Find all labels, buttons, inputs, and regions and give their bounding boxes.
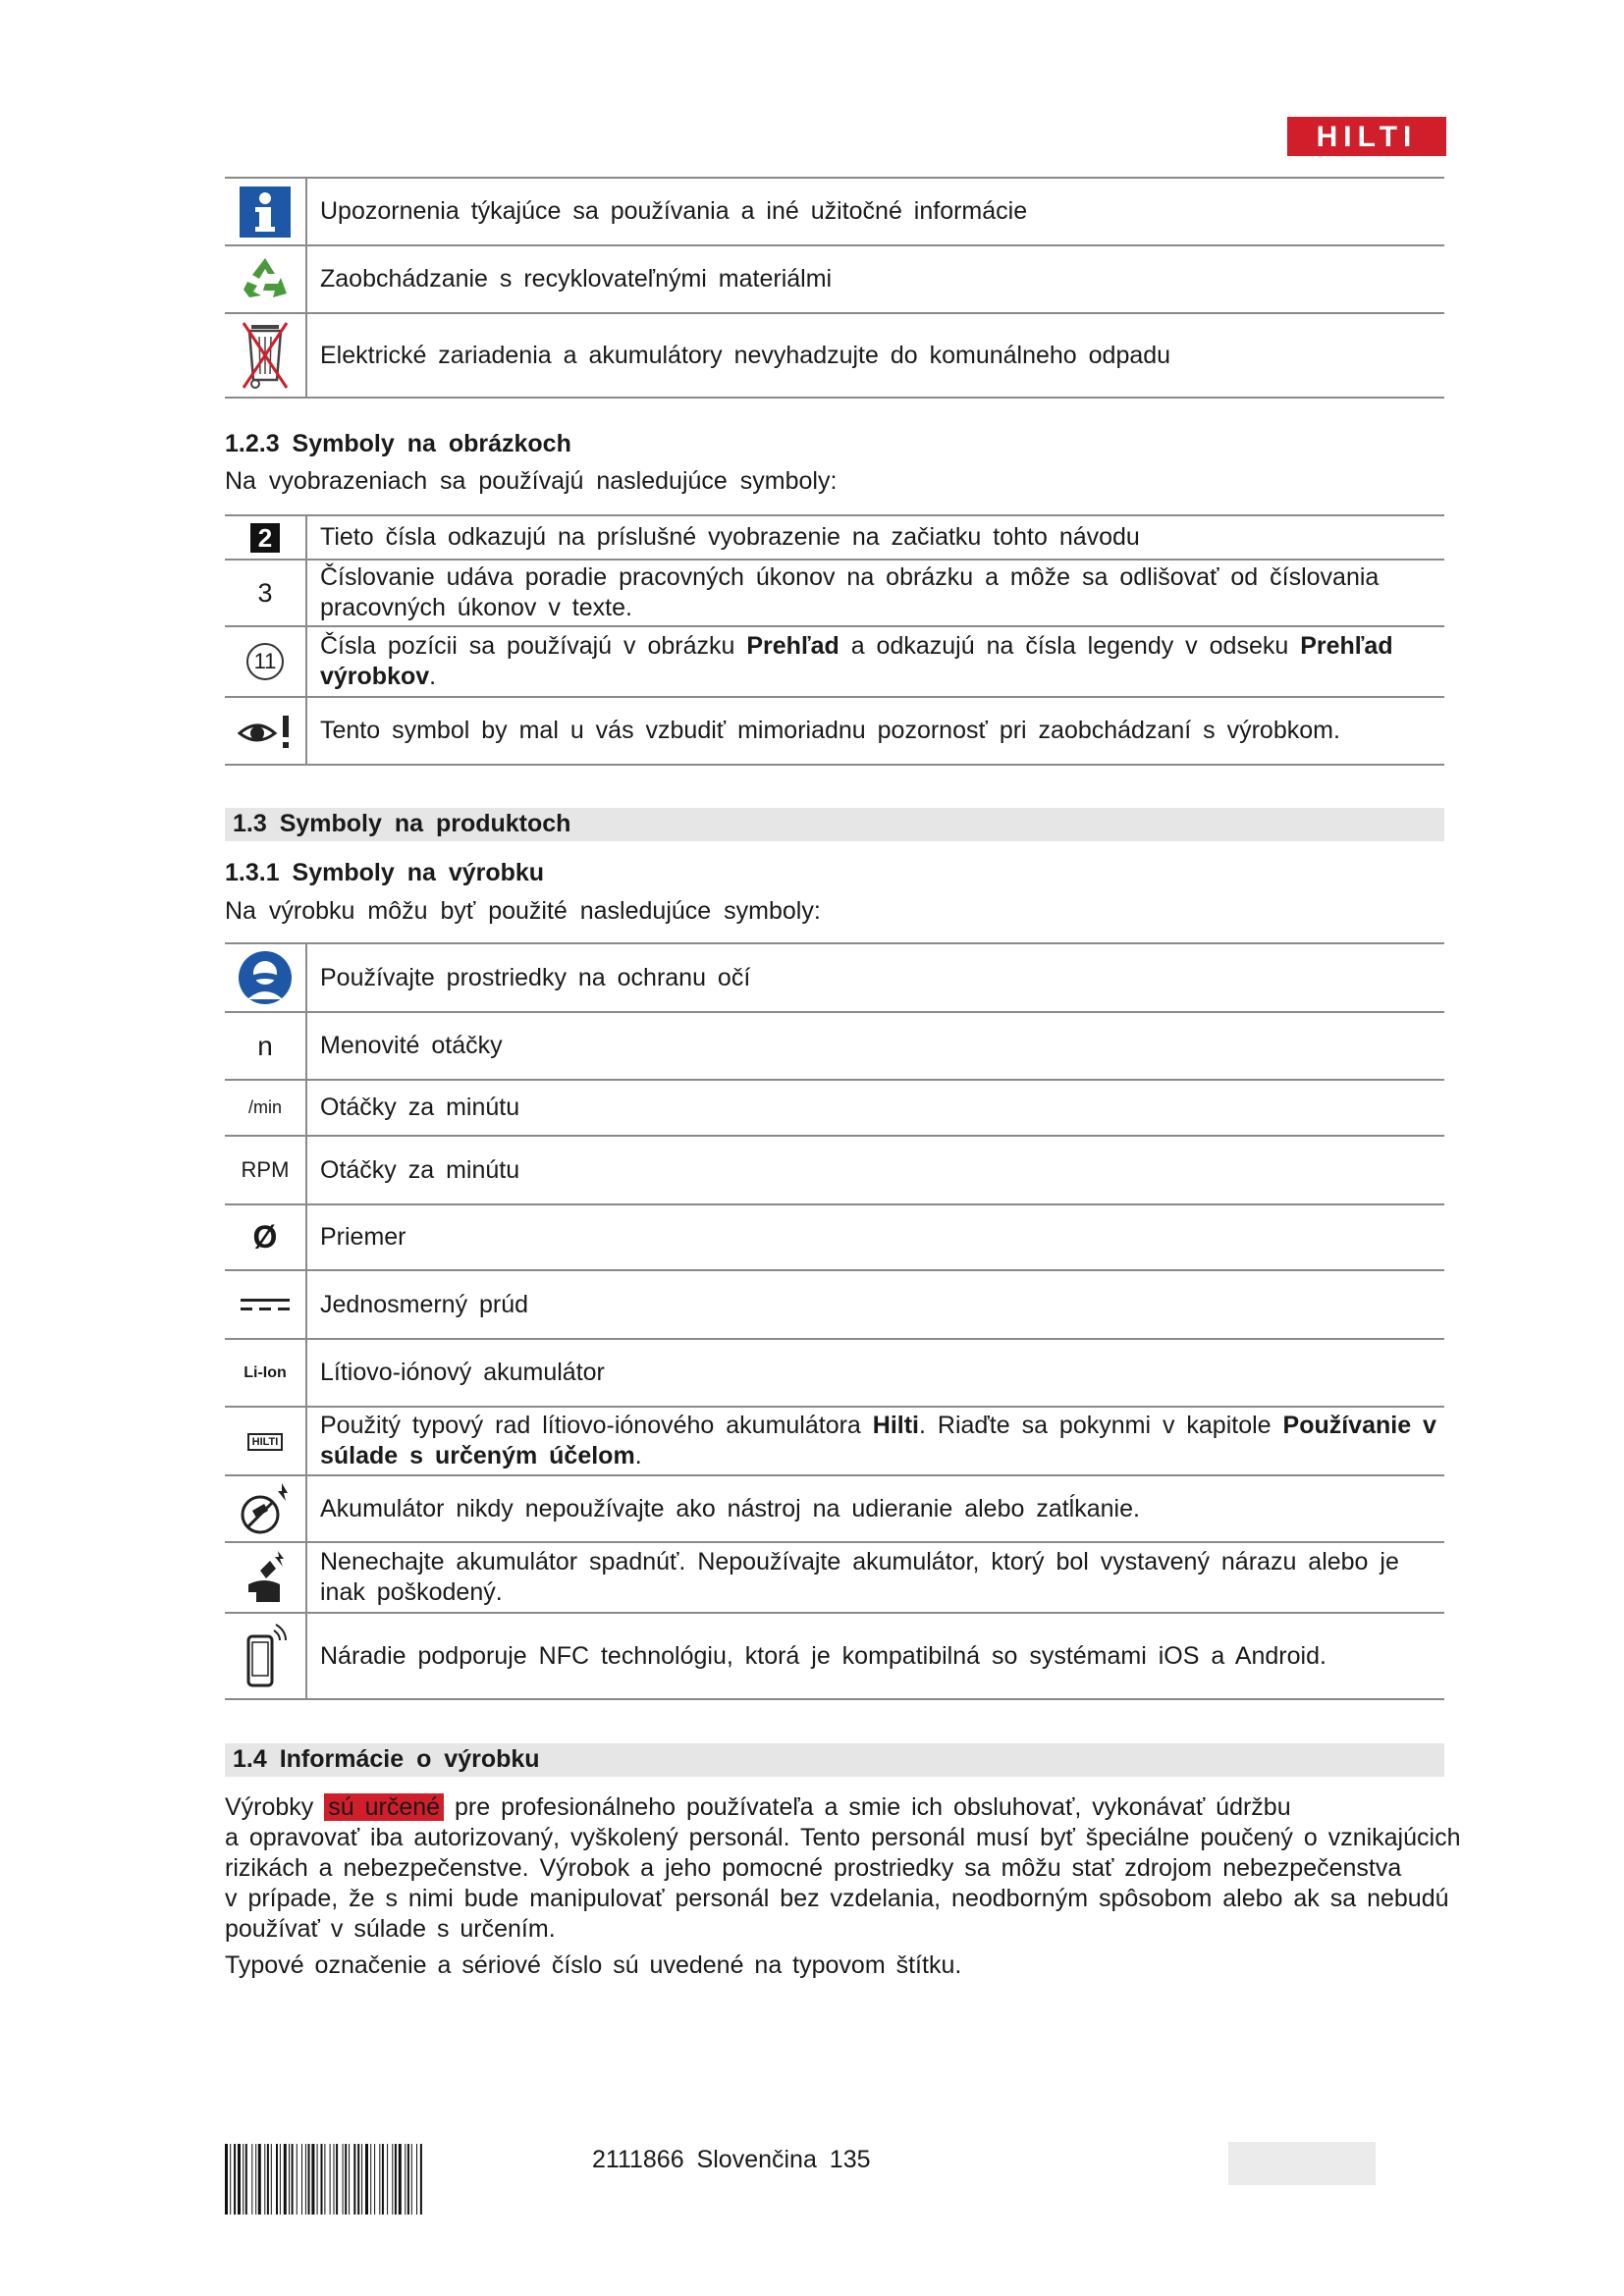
barcode-bar — [365, 2144, 368, 2215]
position-number-icon — [246, 643, 284, 680]
table-row — [225, 1407, 1444, 1475]
barcode-bar — [392, 2144, 393, 2215]
icon-label: 2 — [257, 522, 273, 553]
barcode-bar — [230, 2144, 231, 2215]
table-row — [225, 1613, 1444, 1699]
bold-term: Hilti — [872, 1412, 919, 1439]
table-row — [225, 313, 1444, 398]
bold-term: Prehľad výrobkov — [320, 632, 1393, 690]
text-part: . — [634, 1442, 642, 1469]
barcode-bar — [349, 2144, 350, 2215]
table-row — [225, 943, 1444, 1012]
text-part: . Riaďte sa pokynmi v kapitole — [919, 1412, 1283, 1439]
li-ion-icon: Li-Ion — [244, 1363, 287, 1381]
row-text: Elektrické zariadenia a akumulátory nevyhadzujte do komunálneho odpadu — [306, 313, 1444, 398]
per-minute-icon: /min — [247, 1097, 282, 1117]
barcode-bar — [264, 2144, 265, 2215]
barcode-bar — [416, 2144, 417, 2215]
barcode-bar — [411, 2144, 412, 2215]
section-heading-1-3: 1.3 Symboly na produktoch — [233, 810, 571, 837]
paragraph-line — [225, 1792, 1562, 1823]
row-text: Tieto čísla odkazujú na príslušné vyobrazenie na začiatku tohto návodu — [306, 515, 1444, 560]
highlighted-text: sú určené — [324, 1793, 444, 1821]
table-row — [225, 1204, 1444, 1270]
barcode-bar — [251, 2144, 252, 2215]
barcode-bar — [245, 2144, 247, 2215]
general-symbols-table — [225, 177, 1444, 399]
product-info-paragraph — [225, 1792, 1562, 1981]
barcode-bar — [311, 2144, 314, 2215]
product-symbols-table — [225, 942, 1444, 1700]
barcode-bar — [297, 2144, 298, 2215]
text-part: pre profesionálneho používateľa a smie ich obsluhovať, vykonávať údržbu — [444, 1793, 1291, 1821]
eye-protection-icon — [238, 950, 293, 1005]
bold-term: Používanie v súlade s určeným účelom — [320, 1412, 1436, 1469]
table-row — [225, 1136, 1444, 1204]
barcode-bar — [395, 2144, 397, 2215]
barcode-bar — [276, 2144, 278, 2215]
barcode-bar — [280, 2144, 281, 2215]
row-text: Tento symbol by mal u vás vzbudiť mimoriadnu pozornosť pri zaobchádzaní s výrobkom. — [306, 697, 1444, 765]
text-part: Výrobky — [225, 1793, 325, 1821]
row-text: Zaobchádzanie s recyklovateľnými materiálmi — [306, 245, 1444, 313]
table-row — [225, 245, 1444, 313]
barcode-bar — [405, 2144, 406, 2215]
barcode-bar — [243, 2144, 244, 2215]
barcode-bar — [321, 2144, 323, 2215]
text-part: Použitý typový rad lítiovo-iónového akumulátora — [320, 1412, 873, 1439]
barcode-bar — [292, 2144, 294, 2215]
barcode-bar — [330, 2144, 331, 2215]
row-text: Otáčky za minútu — [306, 1080, 1444, 1136]
hilti-battery-icon — [247, 1433, 284, 1451]
nfc-phone-icon — [241, 1621, 290, 1691]
barcode-bar — [271, 2144, 272, 2215]
table-row — [225, 626, 1444, 697]
row-text: Jednosmerný prúd — [306, 1270, 1444, 1339]
barcode-bar — [308, 2144, 310, 2215]
hilti-logo-text: HILTI — [1316, 121, 1418, 153]
barcode-bar — [334, 2144, 335, 2215]
barcode-bar — [407, 2144, 409, 2215]
barcode-bar — [225, 2144, 228, 2215]
type-plate-paragraph: Typové označenie a sériové číslo sú uvedené na typovom štítku. — [225, 1951, 962, 1979]
recycle-icon — [238, 252, 293, 307]
paragraph-line: a opravovať iba autorizovaný, vyškolený personál. Tento personál musí byť špeciálne poučený o vznikajúcich — [225, 1824, 1461, 1851]
row-text: Číslovanie udáva poradie pracovných úkonov na obrázku a môže sa odlišovať od číslovania pracovných úkonov v texte. — [306, 560, 1444, 626]
section-band-1-3 — [225, 808, 1444, 841]
row-text: Akumulátor nikdy nepoužívajte ako nástroj na udieranie alebo zatĺkanie. — [306, 1475, 1444, 1542]
barcode-bar — [305, 2144, 306, 2215]
barcode-bar — [301, 2144, 302, 2215]
direct-current-icon — [239, 1295, 292, 1314]
table-row — [225, 515, 1444, 560]
row-text: Upozornenia týkajúce sa používania a iné užitočné informácie — [306, 178, 1444, 245]
section-heading-1-4: 1.4 Informácie o výrobku — [233, 1745, 540, 1773]
barcode-bar — [238, 2144, 241, 2215]
table-row — [225, 1080, 1444, 1136]
barcode — [225, 2144, 561, 2215]
rpm-icon: RPM — [241, 1157, 290, 1182]
text-part: Čísla pozícii sa používajú v obrázku — [320, 632, 747, 660]
barcode-bar — [357, 2144, 359, 2215]
table-row — [225, 560, 1444, 626]
section-heading-1-3-1: 1.3.1 Symboly na výrobku — [225, 859, 545, 886]
barcode-bar — [317, 2144, 318, 2215]
page-footer: 2111866 Slovenčina 135 — [592, 2146, 871, 2173]
barcode-bar — [387, 2144, 388, 2215]
step-number-icon: 3 — [257, 577, 273, 608]
paragraph-line: používať v súlade s určením. — [225, 1915, 556, 1943]
table-row — [225, 1475, 1444, 1542]
row-text: Otáčky za minútu — [306, 1136, 1444, 1204]
info-icon — [239, 186, 292, 239]
barcode-bar — [370, 2144, 371, 2215]
row-text: Používajte prostriedky na ochranu očí — [306, 943, 1444, 1012]
barcode-bar — [399, 2144, 402, 2215]
paragraph-line: rizikách a nebezpečenstve. Výrobok a jeho pomocné prostriedky sa môžu stať zdrojom nebezpečenstva — [225, 1854, 1402, 1882]
barcode-bar — [267, 2144, 269, 2215]
crossed-bin-icon — [240, 319, 291, 392]
barcode-bar — [234, 2144, 236, 2215]
row-text: Menovité otáčky — [306, 1012, 1444, 1080]
barcode-bar — [382, 2144, 384, 2215]
eye-warning-icon — [236, 712, 295, 751]
figure-number-icon — [250, 523, 280, 553]
barcode-bar — [289, 2144, 290, 2215]
section-heading-1-2-3: 1.2.3 Symboly na obrázkoch — [225, 430, 571, 457]
bold-term: Prehľad — [746, 632, 839, 660]
figure-symbols-table — [225, 514, 1444, 766]
diameter-icon: Ø — [252, 1219, 278, 1255]
no-hammer-icon — [239, 1481, 292, 1536]
table-row — [225, 1339, 1444, 1407]
section-intro: Na vyobrazeniach sa používajú nasledujúce symboly: — [225, 467, 838, 495]
no-drop-icon — [241, 1549, 290, 1606]
barcode-bar — [345, 2144, 347, 2215]
barcode-bar — [361, 2144, 362, 2215]
table-row — [225, 178, 1444, 245]
row-text: Lítiovo-iónový akumulátor — [306, 1339, 1444, 1407]
barcode-bar — [353, 2144, 355, 2215]
row-text: Nenechajte akumulátor spadnúť. Nepoužívajte akumulátor, ktorý bol vystavený nárazu alebo je inak poškodený. — [306, 1542, 1444, 1613]
table-row — [225, 1012, 1444, 1080]
barcode-bar — [343, 2144, 344, 2215]
row-text — [306, 1407, 1444, 1475]
icon-label: 11 — [253, 649, 277, 673]
table-row — [225, 697, 1444, 765]
text-part: . — [429, 663, 437, 690]
barcode-bar — [420, 2144, 422, 2215]
section-intro: Na výrobku môžu byť použité nasledujúce symboly: — [225, 897, 821, 925]
hilti-logo — [1287, 117, 1446, 156]
barcode-bar — [258, 2144, 261, 2215]
barcode-bar — [284, 2144, 287, 2215]
icon-label: HILTI — [251, 1435, 279, 1448]
section-band-1-4 — [225, 1743, 1444, 1777]
row-text: Priemer — [306, 1204, 1444, 1270]
n-symbol-icon: n — [257, 1030, 273, 1061]
barcode-bar — [255, 2144, 256, 2215]
paragraph-line: v prípade, že s nimi bude manipulovať personál bez vzdelania, neodborným spôsobom alebo ak sa nebudú — [225, 1885, 1449, 1912]
table-row — [225, 1542, 1444, 1613]
text-part: a odkazujú na čísla legendy v odseku — [839, 632, 1301, 660]
barcode-bar — [374, 2144, 375, 2215]
row-text: Náradie podporuje NFC technológiu, ktorá je kompatibilná so systémami iOS a Android. — [306, 1613, 1444, 1699]
barcode-bar — [324, 2144, 325, 2215]
barcode-bar — [336, 2144, 338, 2215]
table-row — [225, 1270, 1444, 1339]
barcode-bar — [379, 2144, 380, 2215]
row-text — [306, 626, 1444, 697]
footer-gray-box — [1228, 2142, 1376, 2185]
